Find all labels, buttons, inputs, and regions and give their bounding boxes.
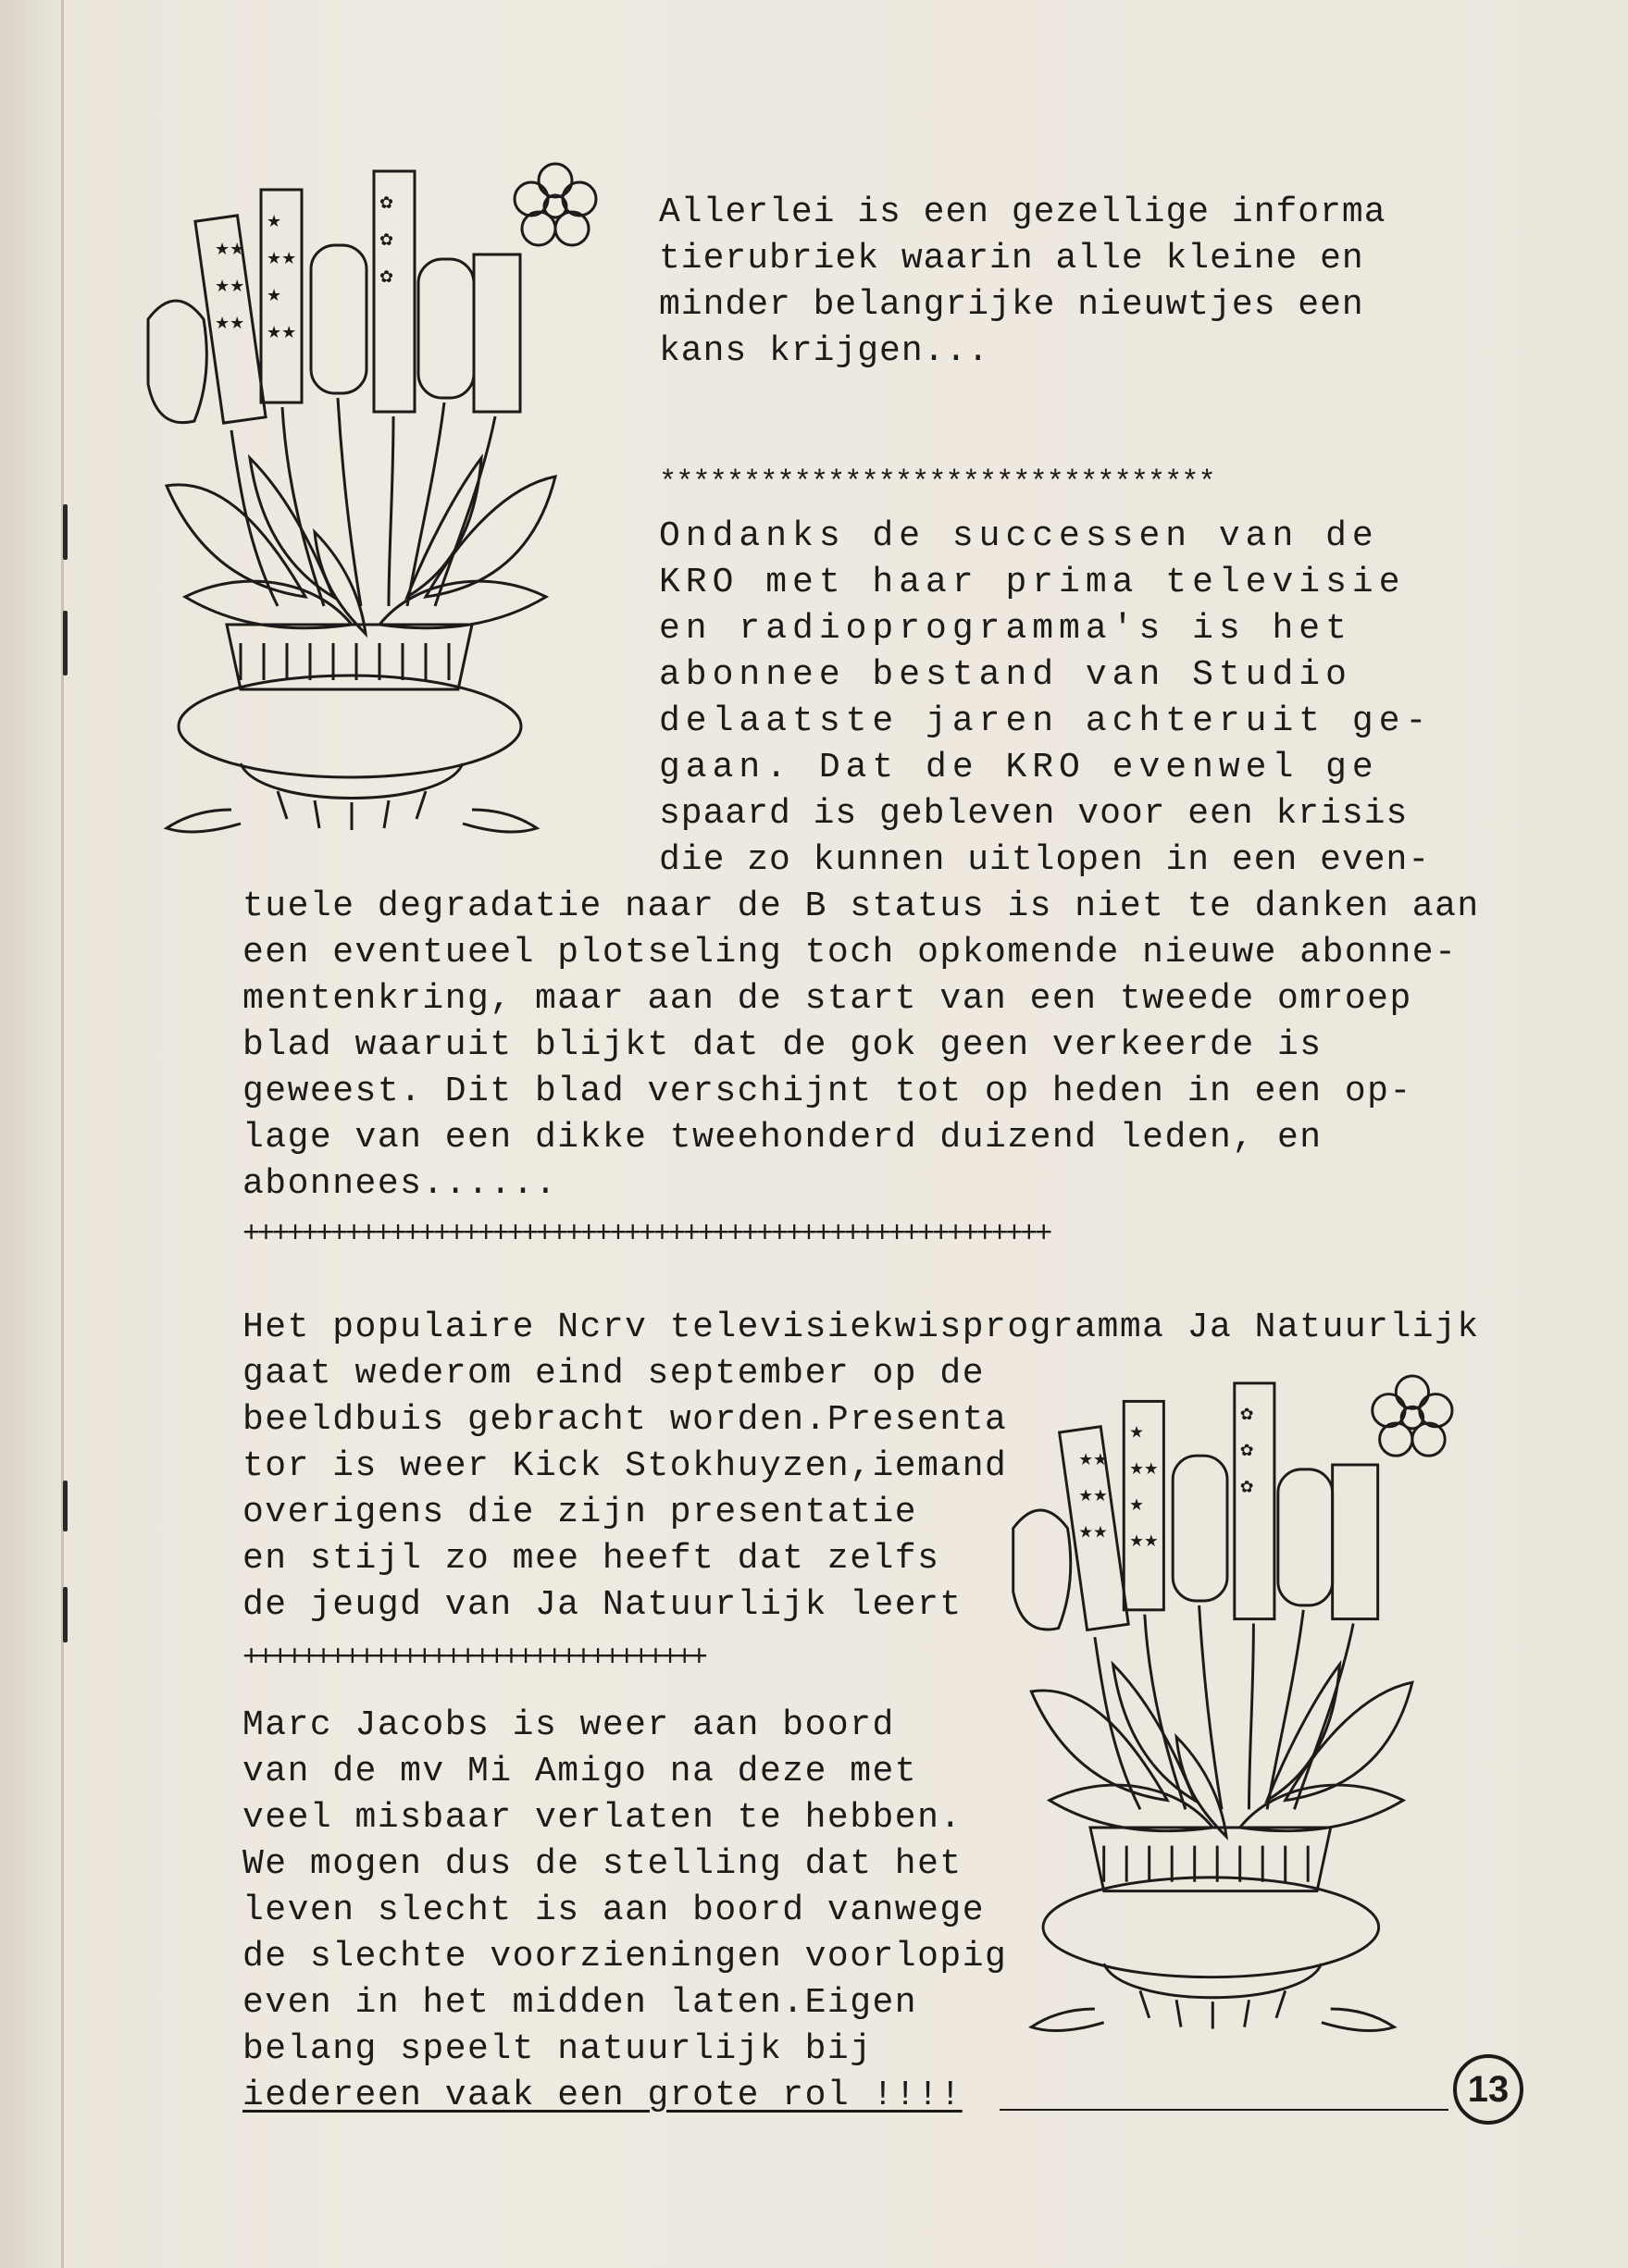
separator-stars: ********************************* [659,465,1215,500]
article2-line-1: Het populaire Ncrv televisiekwisprogramma Ja Natuurlijk [242,1308,1480,1347]
separator-plus-short: ++++++++++++++++++++++++++++++++ [242,1641,705,1675]
page-number: 13 [1453,2054,1523,2125]
svg-text:★★: ★★ [1129,1532,1159,1552]
article3-line-2: van de mv Mi Amigo na deze met [242,1752,918,1791]
article3-line-8: belang speelt natuurlijk bij [242,2029,873,2069]
spine-shadow [61,0,64,2268]
article3-line-6: de slechte voorzieningen voorlopig [242,1937,1008,1977]
svg-text:★★: ★★ [215,314,245,333]
article1-line-15: abonnees...... [242,1164,558,1204]
separator-plus-long: +++++++++++++++++++++++++++++++++++++++++++++++++++++++ [242,1217,1050,1251]
article2-line-6: en stijl zo mee heeft dat zelfs [242,1539,940,1579]
article1-line-1: Ondanks de successen van de [659,516,1379,556]
article1-line-6: gaan. Dat de KRO evenwel ge [659,748,1379,787]
intro-line-2: tierubriek waarin alle kleine en [659,239,1364,279]
article3-line-1: Marc Jacobs is weer aan boord [242,1705,895,1745]
svg-text:★: ★ [267,286,282,305]
intro-line-1: Allerlei is een gezellige informa [659,192,1386,232]
article2-line-7: de jeugd van Ja Natuurlijk leert [242,1585,963,1625]
article1-line-3: en radioprogramma's is het [659,609,1352,649]
article2-line-5: overigens die zijn presentatie [242,1493,918,1532]
svg-text:★: ★ [1129,1496,1144,1515]
article2-line-2: gaat wederom eind september op de [242,1354,986,1394]
staple [63,611,68,675]
article1-line-7: spaard is gebleven voor een krisis [659,794,1409,834]
flower-pot-allerlei-logo-icon [130,162,602,856]
svg-text:✿: ✿ [1239,1442,1254,1461]
article1-line-11: mentenkring, maar aan de start van een tweede omroep [242,979,1412,1019]
flower-pot-allerlei-logo-icon [995,1374,1458,2054]
article1-line-10: een eventueel plotseling toch opkomende nieuwe abonne- [242,933,1458,973]
article3-line-9: iedereen vaak een grote rol !!!! [242,2076,963,2115]
article3-line-7: even in het midden laten.Eigen [242,1983,918,2023]
article1-line-8: die zo kunnen uitlopen in een even- [659,840,1431,880]
article2-line-3: beeldbuis gebracht worden.Presenta [242,1400,1008,1440]
article2-line-4: tor is weer Kick Stokhuyzen,iemand [242,1446,1008,1486]
article1-line-9: tuele degradatie naar de B status is niet te danken aan [242,886,1480,926]
intro-line-3: minder belangrijke nieuwtjes een [659,285,1364,325]
svg-text:★★: ★★ [1078,1487,1108,1506]
footer-rule [1000,2109,1448,2111]
svg-text:★: ★ [1129,1423,1144,1443]
staple [63,504,68,560]
svg-text:✿: ✿ [379,267,394,287]
article1-line-12: blad waaruit blijkt dat de gok geen verkeerde is [242,1025,1323,1065]
intro-line-4: kans krijgen... [659,331,990,371]
article1-line-14: lage van een dikke tweehonderd duizend leden, en [242,1118,1323,1158]
svg-text:★★: ★★ [1129,1459,1159,1479]
article3-line-3: veel misbaar verlaten te hebben. [242,1798,963,1838]
article1-line-5: delaatste jaren achteruit ge- [659,701,1433,741]
svg-text:✿: ✿ [379,230,394,250]
svg-text:★★: ★★ [267,323,297,342]
svg-text:★★: ★★ [1078,1451,1108,1469]
svg-text:★★: ★★ [215,277,245,296]
svg-text:★★: ★★ [215,240,245,259]
article1-line-2: KRO met haar prima televisie [659,563,1406,602]
svg-text:✿: ✿ [1239,1406,1254,1424]
svg-text:★★: ★★ [1078,1523,1108,1543]
article3-line-5: leven slecht is aan boord vanwege [242,1890,986,1930]
svg-text:★★: ★★ [267,249,297,268]
article3-line-4: We mogen dus de stelling dat het [242,1844,963,1884]
svg-text:✿: ✿ [379,193,394,213]
article1-line-13: geweest. Dit blad verschijnt tot op heden in een op- [242,1072,1412,1111]
staple [63,1587,68,1642]
svg-text:✿: ✿ [1239,1478,1254,1497]
article1-line-4: abonnee bestand van Studio [659,655,1352,695]
staple [63,1481,68,1531]
svg-text:★: ★ [267,212,282,231]
